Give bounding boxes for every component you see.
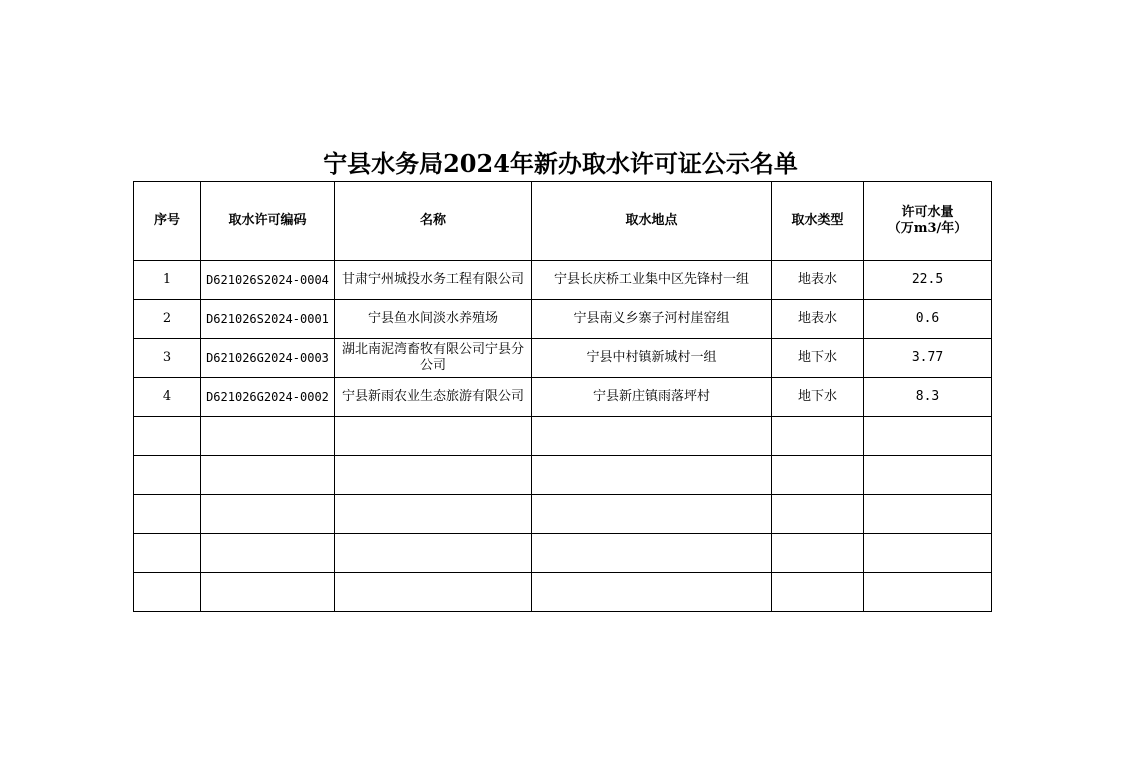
table-header-row <box>134 182 992 261</box>
cell-code: D621026S2024-0001 <box>201 300 335 339</box>
cell-amount: 8.3 <box>864 378 992 417</box>
empty-cell <box>864 456 992 495</box>
page-title: 宁县水务局2024年新办取水许可证公示名单 <box>323 149 798 178</box>
permit-table <box>133 181 992 612</box>
header-cell-location: 取水地点 <box>532 182 772 261</box>
header-amount-line1: 许可水量 <box>901 205 954 220</box>
empty-cell <box>134 456 201 495</box>
cell-no: 3 <box>134 339 201 378</box>
cell-amount: 22.5 <box>864 261 992 300</box>
empty-cell <box>335 456 532 495</box>
cell-code: D621026S2024-0004 <box>201 261 335 300</box>
cell-amount: 0.6 <box>864 300 992 339</box>
cell-location: 宁县南义乡寨子河村崖窑组 <box>532 300 772 339</box>
empty-cell <box>134 495 201 534</box>
cell-amount: 3.77 <box>864 339 992 378</box>
empty-cell <box>134 417 201 456</box>
header-amount-line2: （万m3/年） <box>887 221 968 236</box>
empty-cell <box>201 534 335 573</box>
header-cell-name: 名称 <box>335 182 532 261</box>
empty-cell <box>532 534 772 573</box>
table-row <box>134 300 992 339</box>
empty-cell <box>772 495 864 534</box>
empty-cell <box>335 495 532 534</box>
cell-no: 4 <box>134 378 201 417</box>
table-row <box>134 261 992 300</box>
empty-cell <box>134 573 201 612</box>
empty-cell <box>335 534 532 573</box>
cell-name: 甘肃宁州城投水务工程有限公司 <box>335 261 532 300</box>
empty-cell <box>772 573 864 612</box>
cell-name: 宁县新雨农业生态旅游有限公司 <box>335 378 532 417</box>
cell-type: 地下水 <box>772 339 864 378</box>
empty-table-row <box>134 573 992 612</box>
cell-no: 1 <box>134 261 201 300</box>
cell-location: 宁县中村镇新城村一组 <box>532 339 772 378</box>
header-cell-amount <box>864 182 992 261</box>
empty-cell <box>335 417 532 456</box>
empty-table-row <box>134 495 992 534</box>
cell-name: 湖北南泥湾畜牧有限公司宁县分公司 <box>335 339 532 378</box>
cell-location: 宁县长庆桥工业集中区先锋村一组 <box>532 261 772 300</box>
cell-type: 地表水 <box>772 261 864 300</box>
cell-code: D621026G2024-0003 <box>201 339 335 378</box>
cell-location: 宁县新庄镇雨落坪村 <box>532 378 772 417</box>
empty-cell <box>532 495 772 534</box>
cell-type: 地下水 <box>772 378 864 417</box>
empty-cell <box>201 417 335 456</box>
empty-cell <box>335 573 532 612</box>
empty-cell <box>201 495 335 534</box>
table-row <box>134 378 992 417</box>
empty-cell <box>864 534 992 573</box>
empty-cell <box>201 456 335 495</box>
header-cell-code: 取水许可编码 <box>201 182 335 261</box>
cell-type: 地表水 <box>772 300 864 339</box>
cell-no: 2 <box>134 300 201 339</box>
empty-cell <box>864 573 992 612</box>
empty-table-row <box>134 417 992 456</box>
empty-cell <box>532 417 772 456</box>
cell-name: 宁县鱼水间淡水养殖场 <box>335 300 532 339</box>
empty-cell <box>134 534 201 573</box>
empty-cell <box>532 456 772 495</box>
header-cell-no: 序号 <box>134 182 201 261</box>
empty-table-row <box>134 534 992 573</box>
table-row <box>134 339 992 378</box>
empty-cell <box>201 573 335 612</box>
empty-cell <box>772 417 864 456</box>
header-cell-type: 取水类型 <box>772 182 864 261</box>
cell-code: D621026G2024-0002 <box>201 378 335 417</box>
empty-table-row <box>134 456 992 495</box>
empty-cell <box>772 534 864 573</box>
empty-cell <box>864 495 992 534</box>
empty-cell <box>772 456 864 495</box>
empty-cell <box>532 573 772 612</box>
empty-cell <box>864 417 992 456</box>
